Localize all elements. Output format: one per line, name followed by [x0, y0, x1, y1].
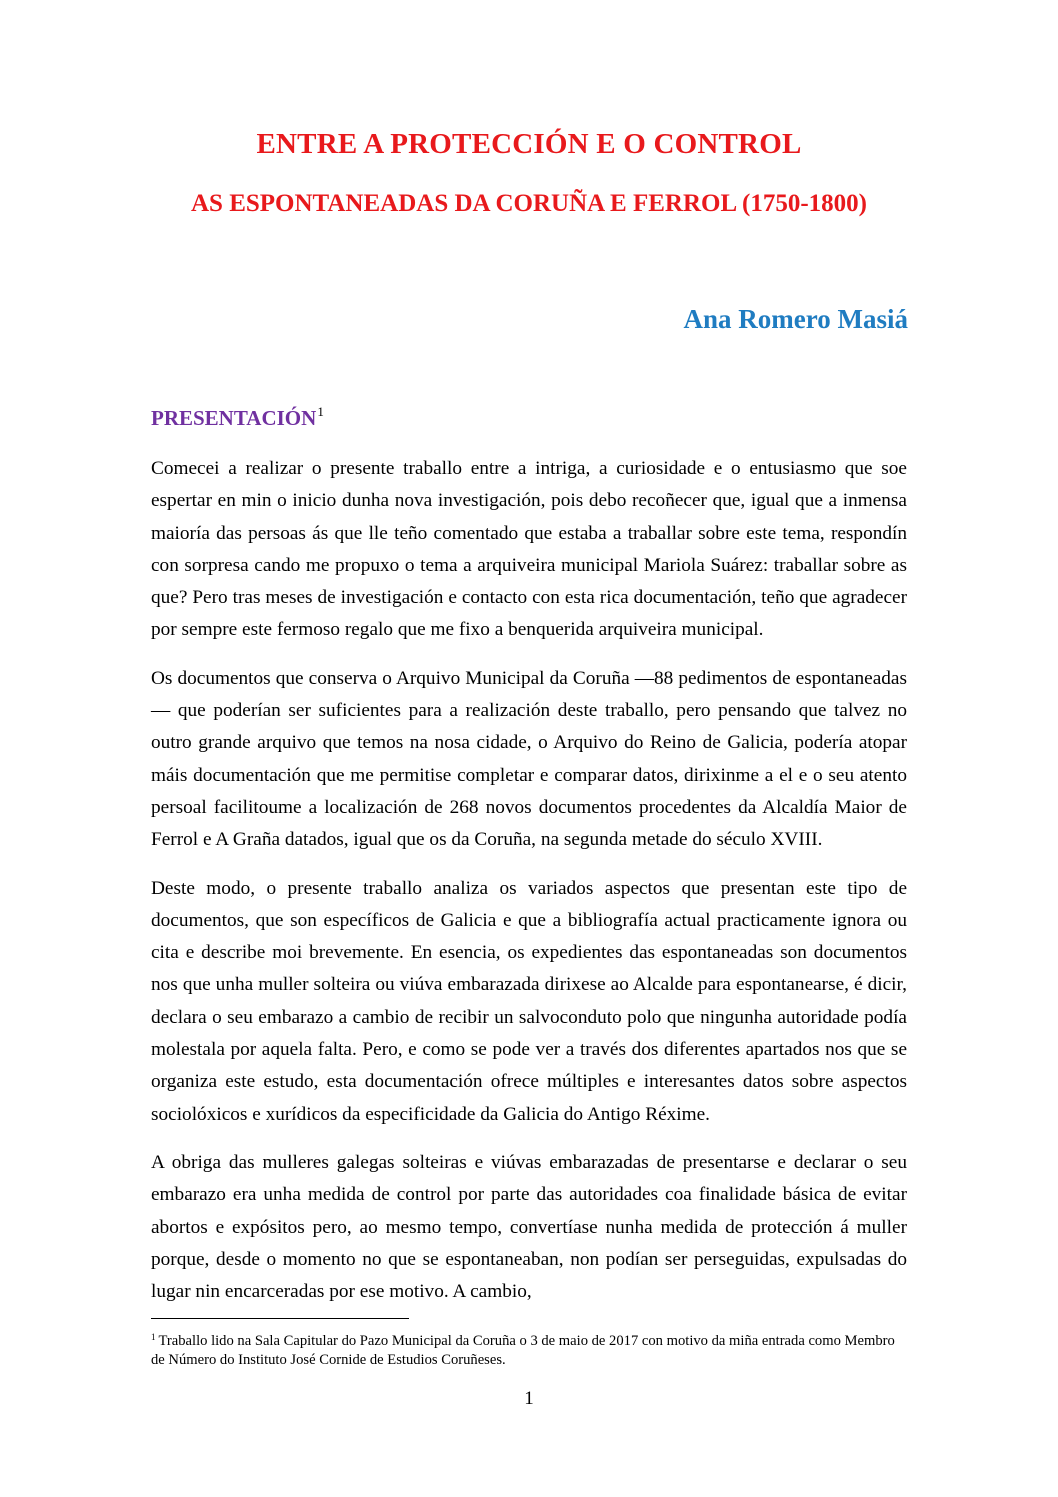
paragraph: Os documentos que conserva o Arquivo Municipal da Coruña —88 pedimentos de espontaneadas— que poderían ser suficientes para a realización deste traballo, pero pensando que talvez no outro grande arquivo que temos na nosa cidade, o Arquivo do Reino de Galicia, podería atopar máis documentación que me permitise completar e comparar datos, dirixinme a el e o seu atento persoal facilitoume a localización de 268 novos documentos procedentes da Alcaldía Maior de Ferrol e A Graña datados, igual que os da Coruña, na segunda metade do século XVIII. [151, 667, 907, 851]
document-subtitle: AS ESPONTANEADAS DA CORUÑA E FERROL (1750-1800) [191, 190, 867, 217]
paragraph: Deste modo, o presente traballo analiza os variados aspectos que presentan este tipo de documentos, que son específicos de Galicia e que a bibliografía actual practicamente ignora ou cita e describe moi brevemente. En esencia, os expedientes das espontaneadas son documentos nos que unha muller solteira ou viúva embarazada dirixese ao Alcalde para espontanearse, é dicir, declara o seu embarazo a cambio de recibir un salvoconduto polo que ningunha autoridade podía molestala por aquela falta. Pero, e como se pode ver a través dos diferentes apartados nos que se organiza este estudo, esta documentación ofrece múltiples e interesantes datos sobre aspectos sociolóxicos e xurídicos da especificidade da Galicia do Antigo Réxime. [151, 877, 907, 1125]
footnote-reference[interactable]: 1 [317, 404, 324, 419]
footnote-text: Traballo lido na Sala Capitular do Pazo Municipal da Coruña o 3 de maio de 2017 con motivo da miña entrada como Membro de Número do Instituto José Cornide de Estudios Coruñeses. [151, 1333, 895, 1368]
author-name: Ana Romero Masiá [683, 304, 908, 334]
paragraph: A obriga das mulleres galegas solteiras e viúvas embarazadas de presentarse e declarar o seu embarazo era unha medida de control por parte das autoridades coa finalidade básica de evitar abortos e expósitos pero, ao mesmo tempo, convertíase nunha medida de protección á muller porque, desde o momento no que se espontaneaban, non podían ser perseguidas, expulsadas do lugar nin encarceradas por ese motivo. A cambio, [151, 1151, 907, 1303]
body-text [151, 453, 907, 1324]
footnote-divider [151, 1318, 409, 1319]
page-number: 1 [524, 1388, 534, 1409]
section-heading-text: PRESENTACIÓN [151, 406, 317, 430]
section-heading [151, 404, 324, 431]
document-title: ENTRE A PROTECCIÓN E O CONTROL [256, 128, 802, 160]
footnote [151, 1328, 907, 1370]
footnote-marker: 1 [151, 1332, 156, 1342]
paragraph: Comecei a realizar o presente traballo entre a intriga, a curiosidade e o entusiasmo que soe espertar en min o inicio dunha nova investigación, pois debo recoñecer que, igual que a inmensa maioría das persoas ás que lle teño comentado que estaba a traballar sobre este tema, respondín con sorpresa cando me propuxo o tema a arquiveira municipal Mariola Suárez: traballar sobre as que? Pero tras meses de investigación e contacto con esta rica documentación, teño que agradecer por sempre este fermoso regalo que me fixo a benquerida arquiveira municipal. [151, 458, 907, 641]
